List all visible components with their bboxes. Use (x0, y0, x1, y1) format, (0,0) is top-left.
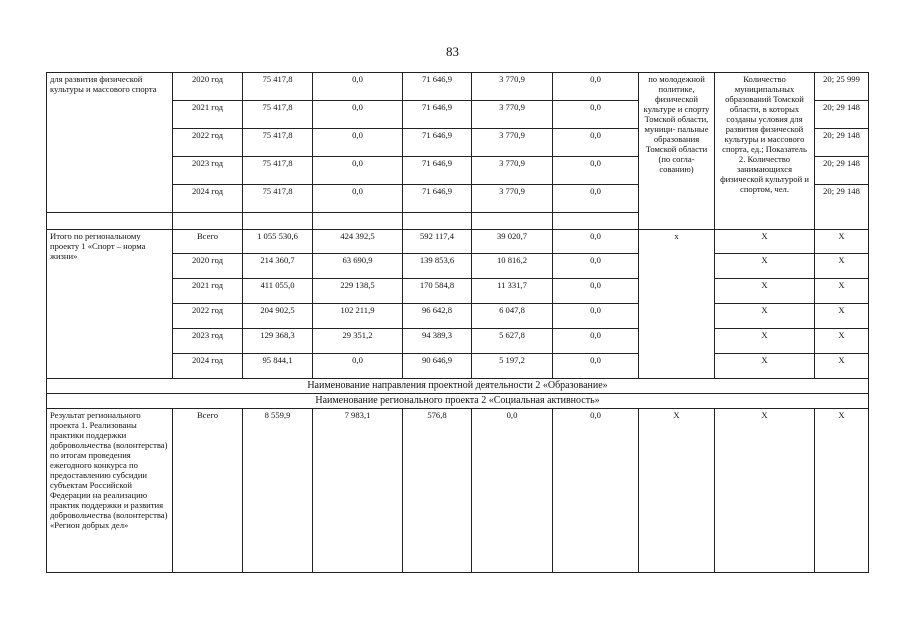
federal-cell: 29 351,2 (313, 329, 403, 354)
year-cell: 2024 год (173, 354, 243, 379)
federal-cell: 0,0 (313, 129, 403, 157)
code-cell: Х (815, 409, 869, 573)
other-cell: 0,0 (553, 354, 639, 379)
local-cell: 0,0 (472, 409, 553, 573)
local-cell: 6 047,8 (472, 304, 553, 329)
year-cell: Всего (173, 409, 243, 573)
local-cell: 3 770,9 (472, 157, 553, 185)
empty-cell (243, 213, 313, 230)
indicator-cell: Х (715, 254, 815, 279)
page-number: 83 (446, 44, 459, 59)
table-row (47, 230, 869, 254)
indicator-cell: Х (715, 304, 815, 329)
year-cell: 2022 год (173, 304, 243, 329)
table-row (47, 409, 869, 573)
indicator-cell: Х (715, 230, 815, 254)
federal-cell: 0,0 (313, 185, 403, 213)
other-cell: 0,0 (553, 304, 639, 329)
empty-cell (47, 213, 173, 230)
other-cell: 0,0 (553, 129, 639, 157)
regional-cell: 90 646,9 (403, 354, 472, 379)
regional-cell: 71 646,9 (403, 157, 472, 185)
code-cell: 20; 29 148 (815, 157, 869, 185)
year-cell: 2024 год (173, 185, 243, 213)
other-cell: 0,0 (553, 101, 639, 129)
federal-cell: 0,0 (313, 157, 403, 185)
federal-cell: 0,0 (313, 73, 403, 101)
code-cell: Х (815, 304, 869, 329)
year-cell: 2021 год (173, 101, 243, 129)
total-cell: 75 417,8 (243, 157, 313, 185)
total-cell: 95 844,1 (243, 354, 313, 379)
regional-cell: 71 646,9 (403, 129, 472, 157)
local-cell: 3 770,9 (472, 185, 553, 213)
total-cell: 75 417,8 (243, 73, 313, 101)
code-cell: 20; 29 148 (815, 129, 869, 157)
other-cell: 0,0 (553, 279, 639, 304)
federal-cell: 7 983,1 (313, 409, 403, 573)
local-cell: 10 816,2 (472, 254, 553, 279)
total-cell: 411 055,0 (243, 279, 313, 304)
empty-cell (313, 213, 403, 230)
code-cell: Х (815, 279, 869, 304)
total-cell: 204 902,5 (243, 304, 313, 329)
indicator-cell: Количество муниципальных образований Томской области, в которых созданы условия для развития физической культуры и массового спорта, ед.; Показатель 2. Количество занимающихся физической культурой и спортом, чел. (715, 73, 815, 230)
local-cell: 5 197,2 (472, 354, 553, 379)
total-cell: 75 417,8 (243, 185, 313, 213)
total-cell: 214 360,7 (243, 254, 313, 279)
year-cell: Всего (173, 230, 243, 254)
indicator-cell: Х (715, 329, 815, 354)
year-cell: 2020 год (173, 254, 243, 279)
project-heading: Наименование регионального проекта 2 «Социальная активность» (47, 394, 869, 409)
budget-table (46, 72, 869, 573)
federal-cell: 63 690,9 (313, 254, 403, 279)
measure-name: для развития физической культуры и массового спорта (47, 73, 173, 213)
code-cell: Х (815, 230, 869, 254)
empty-cell (553, 213, 639, 230)
federal-cell: 424 392,5 (313, 230, 403, 254)
year-cell: 2021 год (173, 279, 243, 304)
total-cell: 75 417,8 (243, 129, 313, 157)
other-cell: 0,0 (553, 254, 639, 279)
measure-name: Итого по региональному проекту 1 «Спорт – норма жизни» (47, 230, 173, 379)
regional-cell: 94 389,3 (403, 329, 472, 354)
indicator-cell: Х (715, 279, 815, 304)
federal-cell: 102 211,9 (313, 304, 403, 329)
local-cell: 39 020,7 (472, 230, 553, 254)
code-cell: Х (815, 254, 869, 279)
code-cell: 20; 25 999 (815, 73, 869, 101)
code-cell: Х (815, 329, 869, 354)
other-cell: 0,0 (553, 329, 639, 354)
year-cell: 2020 год (173, 73, 243, 101)
local-cell: 5 627,8 (472, 329, 553, 354)
executor-cell: по молодежной политике, физической культуре и спорту Томской области, муници- пальные образования Томской области (по согла- сованию) (639, 73, 715, 230)
executor-cell: Х (639, 409, 715, 573)
direction-heading: Наименование направления проектной деятельности 2 «Образование» (47, 379, 869, 394)
regional-cell: 576,8 (403, 409, 472, 573)
indicator-cell: Х (715, 409, 815, 573)
section-header-row (47, 394, 869, 409)
federal-cell: 0,0 (313, 354, 403, 379)
other-cell: 0,0 (553, 230, 639, 254)
regional-cell: 96 642,8 (403, 304, 472, 329)
total-cell: 75 417,8 (243, 101, 313, 129)
federal-cell: 0,0 (313, 101, 403, 129)
year-cell: 2023 год (173, 329, 243, 354)
other-cell: 0,0 (553, 73, 639, 101)
year-cell: 2022 год (173, 129, 243, 157)
other-cell: 0,0 (553, 157, 639, 185)
empty-cell (403, 213, 472, 230)
regional-cell: 71 646,9 (403, 73, 472, 101)
section-header-row (47, 379, 869, 394)
code-cell: 20; 29 148 (815, 185, 869, 230)
federal-cell: 229 138,5 (313, 279, 403, 304)
local-cell: 11 331,7 (472, 279, 553, 304)
total-cell: 8 559,9 (243, 409, 313, 573)
local-cell: 3 770,9 (472, 73, 553, 101)
indicator-cell: Х (715, 354, 815, 379)
regional-cell: 71 646,9 (403, 185, 472, 213)
local-cell: 3 770,9 (472, 101, 553, 129)
regional-cell: 170 584,8 (403, 279, 472, 304)
table-row (47, 73, 869, 101)
code-cell: Х (815, 354, 869, 379)
executor-cell: х (639, 230, 715, 379)
total-cell: 129 368,3 (243, 329, 313, 354)
other-cell: 0,0 (553, 409, 639, 573)
regional-cell: 71 646,9 (403, 101, 472, 129)
year-cell: 2023 год (173, 157, 243, 185)
code-cell: 20; 29 148 (815, 101, 869, 129)
regional-cell: 139 853,6 (403, 254, 472, 279)
total-cell: 1 055 530,6 (243, 230, 313, 254)
regional-cell: 592 117,4 (403, 230, 472, 254)
measure-name: Результат регионального проекта 1. Реализованы практики поддержки добровольчества (волонтерства) по итогам проведения ежегодного конкурса по предоставлению субсидии субъектам Российской Федерации на реализацию практик поддержки и развития добровольчества (волонтерства) «Регион добрых дел» (47, 409, 173, 573)
other-cell: 0,0 (553, 185, 639, 213)
local-cell: 3 770,9 (472, 129, 553, 157)
empty-cell (472, 213, 553, 230)
empty-cell (173, 213, 243, 230)
